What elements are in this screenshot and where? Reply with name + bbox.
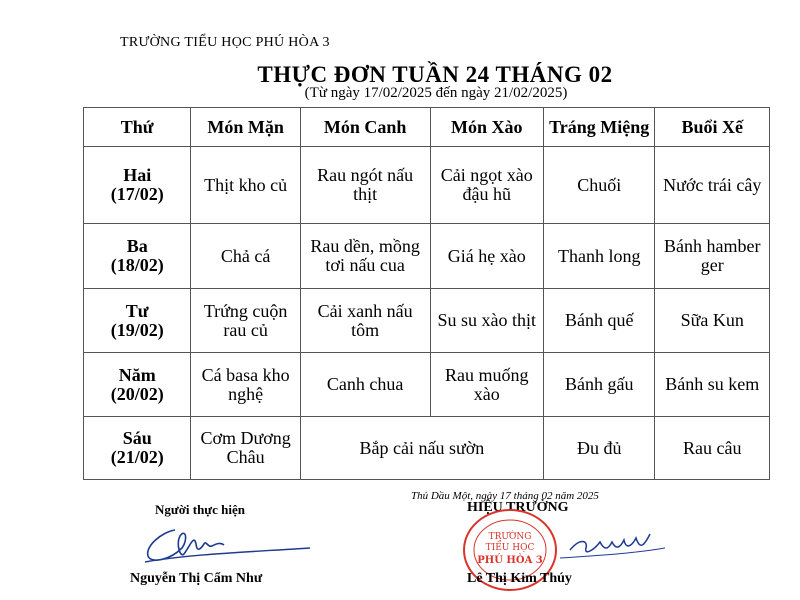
dessert-cell: Bánh gấu — [544, 353, 655, 417]
header-day: Thứ — [84, 108, 191, 147]
snack-cell: Rau câu — [655, 417, 770, 480]
table-row — [84, 353, 770, 417]
day-cell: Tư (19/02) — [84, 289, 191, 353]
dessert-cell: Bánh quế — [544, 289, 655, 353]
snack-cell: Sữa Kun — [655, 289, 770, 353]
stir-fry-cell: Su su xào thịt — [430, 289, 543, 353]
header-afternoon-snack: Buổi Xế — [655, 108, 770, 147]
principal-title: HIỆU TRƯỞNG — [467, 500, 569, 515]
place-date-line: Thủ Dầu Một, ngày 17 tháng 02 năm 2025 — [411, 490, 599, 502]
seal-line-1: TRƯỜNG — [488, 532, 532, 542]
soup-stir-fry-merged-cell: Bắp cải nấu sườn — [300, 417, 543, 480]
soup-cell: Cải xanh nấu tôm — [300, 289, 430, 353]
stir-fry-cell: Rau muống xào — [430, 353, 543, 417]
header-soup: Món Canh — [300, 108, 430, 147]
dessert-cell: Chuối — [544, 147, 655, 224]
principal-signature — [560, 520, 670, 565]
snack-cell: Bánh hamber ger — [655, 224, 770, 289]
day-cell: Sáu (21/02) — [84, 417, 191, 480]
main-dish-cell: Thịt kho củ — [191, 147, 300, 224]
day-cell: Hai (17/02) — [84, 147, 191, 224]
stir-fry-cell: Cải ngọt xào đậu hũ — [430, 147, 543, 224]
day-cell: Ba (18/02) — [84, 224, 191, 289]
dessert-cell: Thanh long — [544, 224, 655, 289]
menu-title: THỰC ĐƠN TUẦN 24 THÁNG 02 — [257, 62, 613, 87]
day-cell: Năm (20/02) — [84, 353, 191, 417]
main-dish-cell: Trứng cuộn rau củ — [191, 289, 300, 353]
menu-date-range: (Từ ngày 17/02/2025 đến ngày 21/02/2025) — [304, 85, 568, 101]
table-row — [84, 147, 770, 224]
header-dessert: Tráng Miệng — [544, 108, 655, 147]
principal-name: Lê Thị Kim Thúy — [467, 571, 572, 586]
weekly-menu-table — [83, 107, 770, 480]
main-dish-cell: Cá basa kho nghệ — [191, 353, 300, 417]
seal-line-3: PHÚ HÒA 3 — [477, 555, 543, 566]
stir-fry-cell: Giá hẹ xào — [430, 224, 543, 289]
header-main-dish: Món Mặn — [191, 108, 300, 147]
table-row — [84, 289, 770, 353]
main-dish-cell: Cơm Dương Châu — [191, 417, 300, 480]
dessert-cell: Đu đủ — [544, 417, 655, 480]
soup-cell: Rau ngót nấu thịt — [300, 147, 430, 224]
preparer-name: Nguyễn Thị Cẩm Như — [130, 571, 263, 586]
preparer-title: Người thực hiện — [155, 502, 245, 517]
table-header-row — [84, 108, 770, 147]
header-stir-fry: Món Xào — [430, 108, 543, 147]
table-row — [84, 224, 770, 289]
table-row — [84, 417, 770, 480]
soup-cell: Rau dền, mồng tơi nấu cua — [300, 224, 430, 289]
school-name: TRƯỜNG TIỂU HỌC PHÚ HÒA 3 — [120, 35, 330, 50]
soup-cell: Canh chua — [300, 353, 430, 417]
seal-line-2: TIỂU HỌC — [485, 543, 535, 553]
snack-cell: Nước trái cây — [655, 147, 770, 224]
preparer-signature — [140, 518, 315, 568]
snack-cell: Bánh su kem — [655, 353, 770, 417]
main-dish-cell: Chả cá — [191, 224, 300, 289]
